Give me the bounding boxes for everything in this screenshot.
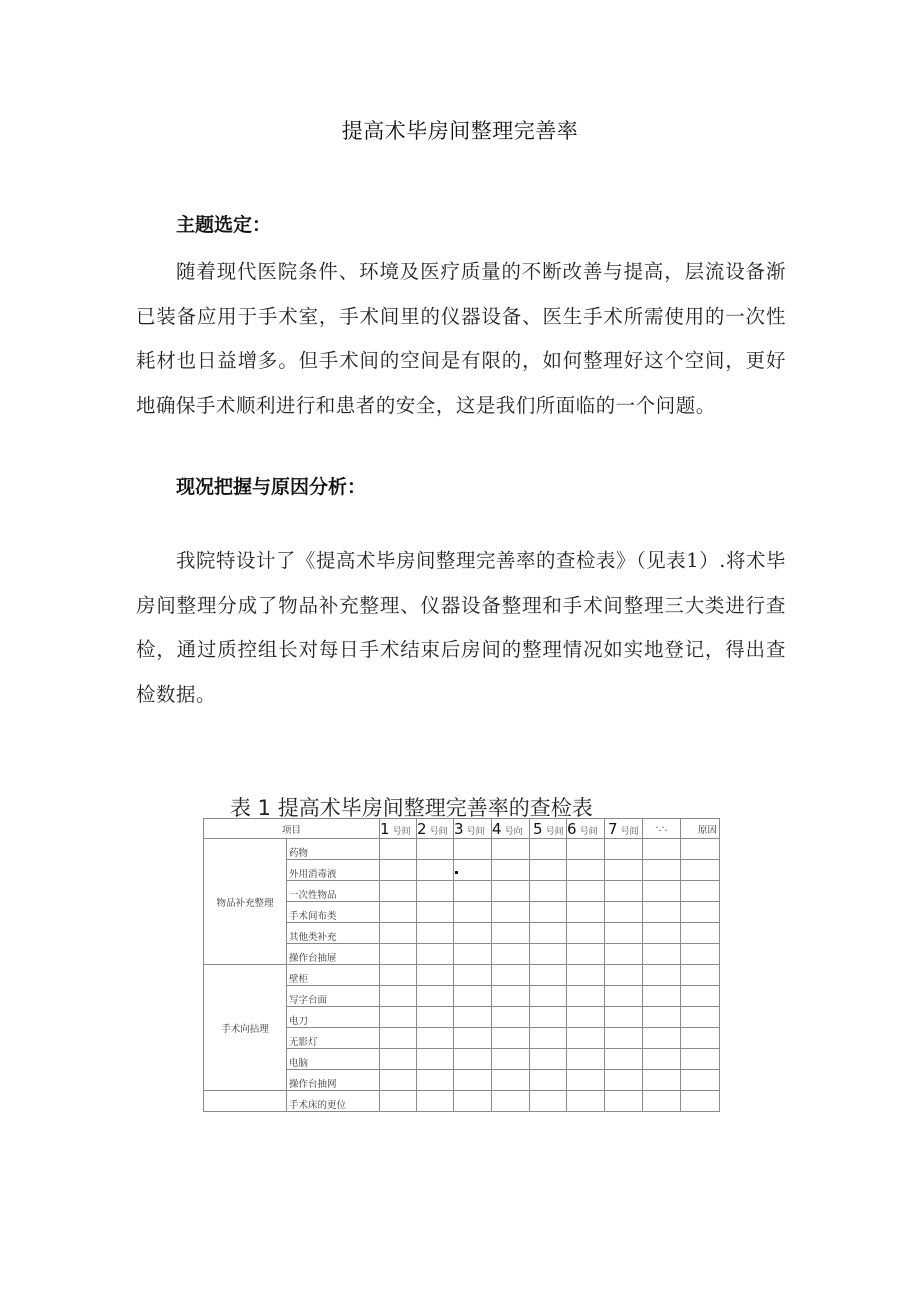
category-cell: 手术向拈理 (204, 965, 287, 1091)
room-check-cell[interactable] (454, 944, 492, 965)
ellipsis-cell[interactable] (643, 923, 681, 944)
section-heading-topic: 主题选定： (176, 214, 272, 236)
table-header-row (204, 819, 720, 839)
room-check-cell[interactable] (417, 1049, 454, 1070)
ellipsis-cell[interactable] (643, 881, 681, 902)
header-room-3: 3 号间 (454, 819, 492, 839)
room-check-cell[interactable] (530, 1091, 567, 1112)
item-cell: 操作台抽屉 (287, 944, 380, 965)
room-check-cell[interactable] (380, 965, 417, 986)
reason-cell[interactable] (681, 1028, 720, 1049)
room-check-cell[interactable] (605, 1028, 643, 1049)
room-check-cell[interactable] (567, 1091, 605, 1112)
section-heading-analysis: 现况把握与原因分析： (176, 476, 367, 498)
room-check-cell[interactable] (492, 1028, 530, 1049)
room-check-cell[interactable] (492, 986, 530, 1007)
section-paragraph-topic: 随着现代医院条件、环境及医疗质量的不断改善与提高，层流设备渐已装备应用于手术室，手术间里的仪器设备、医生手术所需使用的一次性耗材也日益增多。但手术间的空间是有限的，如何整理好这个空间，更好地确保手术顺利进行和患者的安全，这是我们所面临的一个问题。 (136, 260, 786, 417)
reason-cell[interactable] (681, 1091, 720, 1112)
room-check-cell[interactable] (492, 1049, 530, 1070)
room-check-cell[interactable] (530, 881, 567, 902)
reason-cell[interactable] (681, 923, 720, 944)
reason-cell[interactable] (681, 1070, 720, 1091)
room-check-cell[interactable] (380, 860, 417, 881)
item-cell: 壁柜 (287, 965, 380, 986)
room-check-cell[interactable] (567, 881, 605, 902)
room-check-cell[interactable] (380, 944, 417, 965)
room-check-cell[interactable] (605, 944, 643, 965)
table-row (204, 1091, 720, 1112)
ellipsis-cell[interactable] (643, 839, 681, 860)
room-check-cell[interactable] (530, 1007, 567, 1028)
section-paragraph-analysis: 我院特设计了《提高术毕房间整理完善率的查检表》（见表1）.将术毕房间整理分成了物品补充整理、仪器设备整理和手术间整理三大类进行查检，通过质控组长对每日手术结束后房间的整理情况如实地登记，得出查检数据。 (136, 549, 786, 706)
item-cell: 电脑 (287, 1049, 380, 1070)
room-check-cell[interactable] (492, 881, 530, 902)
item-cell: 药物 (287, 839, 380, 860)
room-check-cell[interactable] (380, 902, 417, 923)
room-check-cell[interactable] (605, 881, 643, 902)
room-check-cell[interactable] (567, 1049, 605, 1070)
room-check-cell[interactable] (567, 986, 605, 1007)
reason-cell[interactable] (681, 881, 720, 902)
room-check-cell[interactable] (530, 986, 567, 1007)
room-check-cell[interactable] (454, 881, 492, 902)
room-check-cell[interactable] (567, 839, 605, 860)
room-check-cell[interactable] (454, 902, 492, 923)
header-ellipsis: ·.·. (643, 819, 681, 839)
room-check-cell[interactable] (530, 944, 567, 965)
room-check-cell[interactable] (492, 944, 530, 965)
room-check-cell[interactable] (605, 965, 643, 986)
room-check-cell[interactable] (492, 1007, 530, 1028)
ellipsis-cell[interactable] (643, 1028, 681, 1049)
reason-cell[interactable] (681, 860, 720, 881)
table-caption: 表 1 提高术毕房间整理完善率的查检表 (230, 796, 593, 820)
room-check-cell[interactable] (454, 1007, 492, 1028)
room-check-cell[interactable] (567, 902, 605, 923)
room-check-cell[interactable] (605, 1007, 643, 1028)
room-check-cell[interactable] (454, 1028, 492, 1049)
room-check-cell[interactable] (492, 965, 530, 986)
room-check-cell[interactable] (605, 902, 643, 923)
header-room-5: 5 号间 (530, 819, 567, 839)
room-check-cell[interactable] (605, 860, 643, 881)
room-check-cell[interactable] (492, 1091, 530, 1112)
room-check-cell[interactable] (417, 839, 454, 860)
room-check-cell[interactable] (530, 902, 567, 923)
item-cell: 写字台面 (287, 986, 380, 1007)
room-check-cell[interactable] (380, 1028, 417, 1049)
room-check-cell[interactable] (492, 902, 530, 923)
ellipsis-cell[interactable] (643, 1049, 681, 1070)
check-mark-icon (455, 871, 458, 874)
ellipsis-cell[interactable] (643, 965, 681, 986)
room-check-cell[interactable] (417, 1070, 454, 1091)
room-check-cell[interactable] (454, 1049, 492, 1070)
room-check-cell[interactable] (492, 839, 530, 860)
room-check-cell[interactable] (567, 1070, 605, 1091)
room-check-cell[interactable] (492, 860, 530, 881)
room-check-cell[interactable] (492, 1070, 530, 1091)
reason-cell[interactable] (681, 986, 720, 1007)
room-check-cell[interactable] (417, 1028, 454, 1049)
room-check-cell[interactable] (530, 860, 567, 881)
header-room-1: 1 号间 (380, 819, 417, 839)
room-check-cell[interactable] (567, 860, 605, 881)
room-check-cell[interactable] (530, 965, 567, 986)
header-room-6: 6 号间 (567, 819, 605, 839)
reason-cell[interactable] (681, 1007, 720, 1028)
item-cell: 手术间布类 (287, 902, 380, 923)
room-check-cell[interactable] (454, 1091, 492, 1112)
room-check-cell[interactable] (454, 860, 492, 881)
ellipsis-cell[interactable] (643, 1091, 681, 1112)
room-check-cell[interactable] (605, 1070, 643, 1091)
room-check-cell[interactable] (605, 1049, 643, 1070)
room-check-cell[interactable] (605, 839, 643, 860)
room-check-cell[interactable] (380, 986, 417, 1007)
item-cell: 电刀 (287, 1007, 380, 1028)
item-cell: 外用消毒液 (287, 860, 380, 881)
room-check-cell[interactable] (417, 881, 454, 902)
room-check-cell[interactable] (605, 923, 643, 944)
room-check-cell[interactable] (454, 839, 492, 860)
reason-cell[interactable] (681, 944, 720, 965)
room-check-cell[interactable] (417, 902, 454, 923)
room-check-cell[interactable] (567, 1028, 605, 1049)
room-check-cell[interactable] (567, 1007, 605, 1028)
ellipsis-cell[interactable] (643, 986, 681, 1007)
reason-cell[interactable] (681, 902, 720, 923)
table-row (204, 965, 720, 986)
room-check-cell[interactable] (417, 1007, 454, 1028)
room-check-cell[interactable] (605, 1091, 643, 1112)
room-check-cell[interactable] (454, 1070, 492, 1091)
ellipsis-cell[interactable] (643, 944, 681, 965)
room-check-cell[interactable] (530, 923, 567, 944)
item-cell: 其他类补充 (287, 923, 380, 944)
ellipsis-cell[interactable] (643, 860, 681, 881)
document-title: 提高术毕房间整理完善率 (341, 119, 579, 143)
category-cell: 物品补充整理 (204, 839, 287, 965)
room-check-cell[interactable] (417, 944, 454, 965)
header-reason: 原因 (681, 819, 720, 839)
room-check-cell[interactable] (530, 1028, 567, 1049)
room-check-cell[interactable] (530, 1070, 567, 1091)
room-check-cell[interactable] (380, 1049, 417, 1070)
reason-cell[interactable] (681, 965, 720, 986)
header-room-7: 7 号闾 (605, 819, 643, 839)
room-check-cell[interactable] (567, 965, 605, 986)
room-check-cell[interactable] (380, 923, 417, 944)
room-check-cell[interactable] (454, 965, 492, 986)
room-check-cell[interactable] (492, 923, 530, 944)
table-row (204, 839, 720, 860)
room-check-cell[interactable] (530, 839, 567, 860)
header-project: 项目 (204, 819, 380, 839)
item-cell: 操作台抽网 (287, 1070, 380, 1091)
room-check-cell[interactable] (605, 986, 643, 1007)
reason-cell[interactable] (681, 839, 720, 860)
ellipsis-cell[interactable] (643, 1007, 681, 1028)
header-room-4: 4 号向 (492, 819, 530, 839)
room-check-cell[interactable] (380, 1091, 417, 1112)
room-check-cell[interactable] (417, 1091, 454, 1112)
category-cell (204, 1091, 287, 1112)
ellipsis-cell[interactable] (643, 1070, 681, 1091)
room-check-cell[interactable] (417, 986, 454, 1007)
room-check-cell[interactable] (567, 944, 605, 965)
item-cell: 无影灯 (287, 1028, 380, 1049)
room-check-cell[interactable] (530, 1049, 567, 1070)
room-check-cell[interactable] (380, 1070, 417, 1091)
room-check-cell[interactable] (417, 923, 454, 944)
room-check-cell[interactable] (454, 986, 492, 1007)
room-check-cell[interactable] (417, 860, 454, 881)
header-room-2: 2 号间 (417, 819, 454, 839)
check-table (203, 818, 720, 1112)
room-check-cell[interactable] (567, 923, 605, 944)
room-check-cell[interactable] (417, 965, 454, 986)
item-cell: 手术床的更位 (287, 1091, 380, 1112)
reason-cell[interactable] (681, 1049, 720, 1070)
ellipsis-cell[interactable] (643, 902, 681, 923)
room-check-cell[interactable] (380, 881, 417, 902)
room-check-cell[interactable] (454, 923, 492, 944)
room-check-cell[interactable] (380, 1007, 417, 1028)
room-check-cell[interactable] (380, 839, 417, 860)
item-cell: 一次性物品 (287, 881, 380, 902)
